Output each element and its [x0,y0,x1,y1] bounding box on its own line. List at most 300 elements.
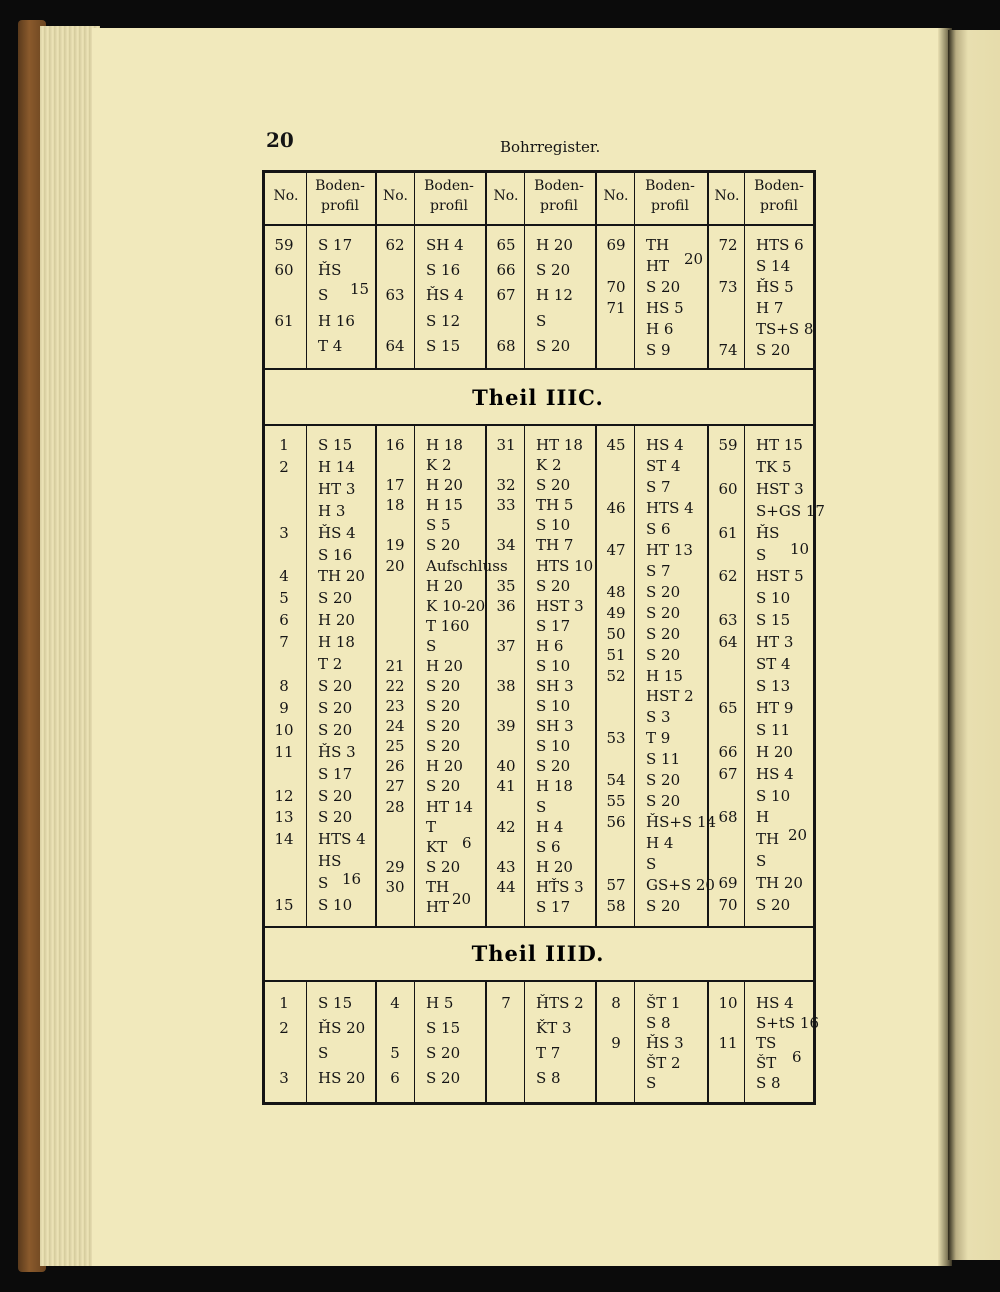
part_c-bodenprofil-entry: H 20 [426,476,463,494]
part_c-bodenprofil-entry: S 7 [646,562,671,580]
part_b-row-number: 62 [385,236,405,254]
part_d-brace-value: 6 [792,1048,802,1066]
part_d-row-number: 11 [718,1034,738,1052]
part_c-bodenprofil-entry: H [756,808,770,826]
part_c-bodenprofil-entry: H 4 [646,834,674,852]
part_d-bodenprofil-entry: ȞTS 2 [536,994,584,1012]
header-bodenprofil-line1: Boden- [315,178,365,194]
section-title: Theil IIIC. [472,385,604,410]
part-c-vline-num-3 [524,426,525,926]
part_c-bodenprofil-entry: H 14 [318,458,355,476]
rule-after-theil-iiid [262,980,814,982]
part_c-brace-value: 20 [788,826,808,844]
part_c-row-number: 51 [606,646,626,664]
part_c-row-number: 3 [279,524,289,542]
part-c-vline-num-1 [306,426,307,926]
part_c-bodenprofil-entry: S 20 [536,577,571,595]
part_c-bodenprofil-entry: S 20 [318,699,353,717]
part_d-row-number: 9 [611,1034,621,1052]
part_c-bodenprofil-entry: H 20 [426,757,463,775]
part_c-bodenprofil-entry: HT 15 [756,436,803,454]
part_c-brace-value: 6 [462,834,472,852]
part_c-bodenprofil-entry: T 9 [646,729,671,747]
part_b-bodenprofil-entry: S 20 [536,261,571,279]
part_d-bodenprofil-entry: ŠT [756,1054,777,1072]
part_b-row-number: 74 [718,341,738,359]
part_d-bodenprofil-entry: S 15 [318,994,353,1012]
part_d-bodenprofil-entry: ȞS 3 [646,1034,684,1052]
part_b-bodenprofil-entry: S 15 [426,337,461,355]
part_c-bodenprofil-entry: S [756,852,767,870]
part_c-bodenprofil-entry: S 10 [318,896,353,914]
part_c-bodenprofil-entry: S 20 [318,808,353,826]
part_c-bodenprofil-entry: ȞS [756,524,780,542]
rule-after-theil-iiic [262,424,814,426]
part_c-row-number: 48 [606,583,626,601]
part_c-bodenprofil-entry: S 7 [646,478,671,496]
part_c-row-number: 19 [385,536,405,554]
part_c-bodenprofil-entry: S 20 [646,646,681,664]
part-c-vline-num-5 [744,426,745,926]
part_b-bodenprofil-entry: S 20 [536,337,571,355]
part_c-row-number: 63 [718,611,738,629]
part_c-bodenprofil-entry: HT 3 [318,480,356,498]
part_d-row-number: 6 [390,1069,400,1087]
part_c-bodenprofil-entry: HST 3 [536,597,584,615]
part_c-row-number: 20 [385,557,405,575]
part_c-bodenprofil-entry: ȞS+S 14 [646,813,717,831]
part_c-row-number: 30 [385,878,405,896]
part_c-bodenprofil-entry: ȞS 4 [318,524,356,542]
part_c-row-number: 52 [606,667,626,685]
table-border-bottom [262,1102,816,1105]
part_c-bodenprofil-entry: ST 4 [756,655,791,673]
part_c-bodenprofil-entry: S+GS 17 [756,502,825,520]
part_c-row-number: 31 [496,436,516,454]
part_c-row-number: 26 [385,757,405,775]
part_c-bodenprofil-entry: S 20 [536,757,571,775]
part_c-row-number: 8 [279,677,289,695]
part_c-row-number: 33 [496,496,516,514]
part_c-row-number: 11 [274,743,294,761]
part_c-bodenprofil-entry: HST 5 [756,567,804,585]
part_c-row-number: 68 [718,808,738,826]
part_c-row-number: 34 [496,536,516,554]
part_d-row-number: 10 [718,994,738,1012]
part_c-bodenprofil-entry: S 6 [646,520,671,538]
part_c-row-number: 4 [279,567,289,585]
part_b-row-number: 63 [385,286,405,304]
header-and-b-vline-num-2 [414,173,415,368]
part_b-brace-value: 20 [684,250,704,268]
part_c-bodenprofil-entry: S 10 [536,657,571,675]
header-and-b-vline-num-5 [744,173,745,368]
part_c-row-number: 22 [385,677,405,695]
header-bodenprofil [414,176,484,216]
part_c-row-number: 54 [606,771,626,789]
part_c-bodenprofil-entry: H 20 [536,858,573,876]
part_c-bodenprofil-entry: K 2 [536,456,562,474]
part_b-row-number: 66 [496,261,516,279]
part_d-row-number: 2 [279,1019,289,1037]
part_b-row-number: 68 [496,337,516,355]
part_c-row-number: 61 [718,524,738,542]
part_d-bodenprofil-entry: HS 4 [756,994,794,1012]
part_c-bodenprofil-entry: S 17 [536,617,571,635]
part_c-row-number: 23 [385,697,405,715]
part_b-row-number: 65 [496,236,516,254]
part_c-bodenprofil-entry: H 18 [426,436,463,454]
part_c-bodenprofil-entry: TH [426,878,450,896]
part_c-bodenprofil-entry: SH 3 [536,717,574,735]
header-bodenprofil-line2: profil [540,198,578,214]
part_c-bodenprofil-entry: S 20 [426,737,461,755]
part_c-bodenprofil-entry: S [318,874,329,892]
part_b-bodenprofil-entry: TS+S 8 [756,320,814,338]
part_c-brace-value: 20 [452,890,472,908]
part_c-bodenprofil-entry: HT [426,898,450,916]
part_c-row-number: 69 [718,874,738,892]
part_c-row-number: 57 [606,876,626,894]
part_b-bodenprofil-entry: ȞS 4 [426,286,464,304]
part_c-bodenprofil-entry: S [426,637,437,655]
part_c-bodenprofil-entry: S 20 [426,677,461,695]
part_b-row-number: 67 [496,286,516,304]
part_c-row-number: 5 [279,589,289,607]
header-and-b-vline-num-3 [524,173,525,368]
header-bodenprofil [306,176,374,216]
part_b-bodenprofil-entry: H 16 [318,312,355,330]
part_c-bodenprofil-entry: S 6 [536,838,561,856]
part_c-row-number: 62 [718,567,738,585]
part_c-bodenprofil-entry: H 20 [756,743,793,761]
header-bodenprofil-line1: Boden- [424,178,474,194]
part_c-row-number: 2 [279,458,289,476]
part_c-row-number: 46 [606,499,626,517]
part_c-brace-value: 16 [342,870,362,888]
header-bodenprofil-line1: Boden- [534,178,584,194]
part_c-bodenprofil-entry: S 11 [756,721,791,739]
page-number: 20 [266,128,294,152]
part_c-row-number: 12 [274,787,294,805]
rule-before-theil-iiid [262,926,814,928]
part_d-bodenprofil-entry: H 5 [426,994,454,1012]
part_b-bodenprofil-entry: S [318,286,329,304]
part_c-bodenprofil-entry: S 16 [318,546,353,564]
part_d-bodenprofil-entry: S 8 [536,1069,561,1087]
part_c-row-number: 10 [274,721,294,739]
part_c-bodenprofil-entry: HT 18 [536,436,583,454]
part_c-bodenprofil-entry: SH 3 [536,677,574,695]
header-bodenprofil [524,176,594,216]
part_c-row-number: 35 [496,577,516,595]
part_c-row-number: 55 [606,792,626,810]
part_b-brace-value: 15 [350,280,370,298]
header-and-b-vline-num-4 [634,173,635,368]
part_c-bodenprofil-entry: S 20 [318,589,353,607]
part_c-bodenprofil-entry: S 13 [756,677,791,695]
part_c-row-number: 32 [496,476,516,494]
part_c-row-number: 40 [496,757,516,775]
part_c-bodenprofil-entry: S [756,546,767,564]
header-no: No. [493,188,519,204]
part_b-bodenprofil-entry: S [536,312,547,330]
part-d-vline-num-1 [306,982,307,1102]
part_c-row-number: 28 [385,798,405,816]
part_c-bodenprofil-entry: S 20 [646,604,681,622]
part_c-row-number: 67 [718,765,738,783]
part_c-row-number: 60 [718,480,738,498]
header-no: No. [273,188,299,204]
part_d-bodenprofil-entry: S 15 [426,1019,461,1037]
part_c-row-number: 21 [385,657,405,675]
part_d-bodenprofil-entry: HS 20 [318,1069,366,1087]
part_c-bodenprofil-entry: S 10 [756,589,791,607]
header-bodenprofil-line1: Boden- [754,178,804,194]
header-bodenprofil [634,176,706,216]
part_c-row-number: 45 [606,436,626,454]
part_c-row-number: 25 [385,737,405,755]
part_d-row-number: 3 [279,1069,289,1087]
part_c-row-number: 16 [385,436,405,454]
header-bodenprofil [744,176,814,216]
part_d-bodenprofil-entry: S+tS 16 [756,1014,820,1032]
part_c-bodenprofil-entry: TH [756,830,780,848]
part_d-bodenprofil-entry: ŠT 2 [646,1054,681,1072]
part_c-row-number: 70 [718,896,738,914]
part_b-row-number: 72 [718,236,738,254]
part_c-row-number: 56 [606,813,626,831]
part_c-row-number: 53 [606,729,626,747]
part_d-bodenprofil-entry: S 20 [426,1044,461,1062]
part_c-bodenprofil-entry: TH 20 [318,567,365,585]
part_c-row-number: 14 [274,830,294,848]
part_c-bodenprofil-entry: GS+S 20 [646,876,715,894]
header-bodenprofil-line2: profil [430,198,468,214]
part_c-bodenprofil-entry: Aufschluss [426,557,508,575]
part_b-bodenprofil-entry: HS 5 [646,299,684,317]
part_c-row-number: 66 [718,743,738,761]
part_b-bodenprofil-entry: T 4 [318,337,343,355]
part_c-row-number: 36 [496,597,516,615]
part_c-row-number: 58 [606,897,626,915]
part_c-row-number: 41 [496,777,516,795]
part_c-row-number: 50 [606,625,626,643]
part_c-row-number: 1 [279,436,289,454]
part_c-bodenprofil-entry: S 20 [756,896,791,914]
header-bodenprofil-line2: profil [651,198,689,214]
part_c-bodenprofil-entry: S 20 [426,697,461,715]
part_c-bodenprofil-entry: S 20 [536,476,571,494]
part_c-row-number: 9 [279,699,289,717]
part_c-row-number: 29 [385,858,405,876]
part_c-bodenprofil-entry: S 20 [318,677,353,695]
part_b-bodenprofil-entry: ȞS 5 [756,278,794,296]
header-no: No. [714,188,740,204]
part_c-bodenprofil-entry: H 18 [536,777,573,795]
part_c-row-number: 7 [279,633,289,651]
part_d-bodenprofil-entry: S [646,1074,657,1092]
part_c-bodenprofil-entry: K 2 [426,456,452,474]
part_c-bodenprofil-entry: T 2 [318,655,343,673]
part_c-bodenprofil-entry: S 15 [756,611,791,629]
part_c-row-number: 27 [385,777,405,795]
part_b-bodenprofil-entry: HTS 6 [756,236,804,254]
part_c-row-number: 24 [385,717,405,735]
part_c-bodenprofil-entry: HST 3 [756,480,804,498]
part_c-bodenprofil-entry: H 20 [426,657,463,675]
part_b-bodenprofil-entry: S 9 [646,341,671,359]
part_d-bodenprofil-entry: ŠT 1 [646,994,681,1012]
header-no: No. [383,188,408,204]
part_c-bodenprofil-entry: HS [318,852,342,870]
table-border-top [262,170,816,173]
part_c-bodenprofil-entry: TH 5 [536,496,574,514]
part_c-bodenprofil-entry: S 10 [756,787,791,805]
part_c-brace-value: 10 [790,540,810,558]
part_c-bodenprofil-entry: HT 13 [646,541,693,559]
part_c-bodenprofil-entry: S 20 [318,721,353,739]
part_b-bodenprofil-entry: H 12 [536,286,573,304]
part_c-bodenprofil-entry: H 20 [426,577,463,595]
part_d-row-number: 5 [390,1044,400,1062]
part_c-bodenprofil-entry: KT [426,838,448,856]
header-rule [262,224,814,226]
part_c-bodenprofil-entry: H 3 [318,502,346,520]
part_c-row-number: 65 [718,699,738,717]
part_c-bodenprofil-entry: T [426,818,437,836]
part_c-bodenprofil-entry: S 17 [536,898,571,916]
part_b-row-number: 64 [385,337,405,355]
part_c-bodenprofil-entry: S 20 [646,771,681,789]
part_c-bodenprofil-entry: H 18 [318,633,355,651]
header-bodenprofil-line1: Boden- [645,178,695,194]
part_b-row-number: 70 [606,278,626,296]
part_c-bodenprofil-entry: HT 14 [426,798,473,816]
part_c-bodenprofil-entry: HT 3 [756,633,794,651]
part_c-bodenprofil-entry: S 20 [646,897,681,915]
part_c-row-number: 44 [496,878,516,896]
part_c-bodenprofil-entry: S 20 [426,777,461,795]
part_b-bodenprofil-entry: S 20 [646,278,681,296]
part_c-row-number: 42 [496,818,516,836]
part_c-bodenprofil-entry: HST 2 [646,687,694,705]
part_c-row-number: 43 [496,858,516,876]
part_c-bodenprofil-entry: K 10-20 [426,597,486,615]
header-no: No. [603,188,629,204]
part-c-vline-num-4 [634,426,635,926]
part_c-bodenprofil-entry: TH 20 [756,874,803,892]
part_c-row-number: 59 [718,436,738,454]
part_c-bodenprofil-entry: HS 4 [646,436,684,454]
part_b-bodenprofil-entry: TH [646,236,670,254]
part_b-row-number: 71 [606,299,626,317]
page-edges [40,26,100,1266]
part_c-bodenprofil-entry: HŤS 3 [536,878,584,896]
part_c-bodenprofil-entry: S 10 [536,697,571,715]
part_b-bodenprofil-entry: H 20 [536,236,573,254]
part_c-row-number: 13 [274,808,294,826]
part_c-row-number: 39 [496,717,516,735]
part_d-row-number: 7 [501,994,511,1012]
part_d-bodenprofil-entry: S 8 [646,1014,671,1032]
section-title: Theil IIID. [471,941,605,966]
part_b-bodenprofil-entry: S 17 [318,236,353,254]
part_c-bodenprofil-entry: S 20 [426,858,461,876]
part_c-bodenprofil-entry: HTS 4 [646,499,694,517]
part_c-bodenprofil-entry: S 20 [426,717,461,735]
part-d-vline-num-4 [634,982,635,1102]
part_c-bodenprofil-entry: T 160 [426,617,470,635]
part_d-bodenprofil-entry: ȞS 20 [318,1019,366,1037]
part_d-bodenprofil-entry: S [318,1044,329,1062]
part_b-bodenprofil-entry: H 6 [646,320,674,338]
part_c-bodenprofil-entry: S 10 [536,737,571,755]
part_d-row-number: 8 [611,994,621,1012]
part_c-bodenprofil-entry: S [536,798,547,816]
header-and-b-vline-num-1 [306,173,307,368]
part-c-vline-num-2 [414,426,415,926]
part-d-vline-num-2 [414,982,415,1102]
part_c-bodenprofil-entry: S 20 [426,536,461,554]
part_c-row-number: 18 [385,496,405,514]
part_c-row-number: 38 [496,677,516,695]
part-d-vline-num-3 [524,982,525,1102]
header-bodenprofil-line2: profil [760,198,798,214]
part_c-bodenprofil-entry: HT 9 [756,699,794,717]
part_d-bodenprofil-entry: T 7 [536,1044,561,1062]
part_b-bodenprofil-entry: HT [646,257,670,275]
part_c-bodenprofil-entry: S 15 [318,436,353,454]
part_c-row-number: 6 [279,611,289,629]
part_c-bodenprofil-entry: S 11 [646,750,681,768]
part_d-bodenprofil-entry: TS [756,1034,777,1052]
part_b-bodenprofil-entry: S 16 [426,261,461,279]
part_c-bodenprofil-entry: H 4 [536,818,564,836]
part_c-row-number: 47 [606,541,626,559]
part_b-row-number: 59 [274,236,294,254]
part_c-row-number: 17 [385,476,405,494]
part_c-bodenprofil-entry: H 20 [318,611,355,629]
part_d-bodenprofil-entry: ǨT 3 [536,1019,572,1037]
part_b-row-number: 69 [606,236,626,254]
part_c-bodenprofil-entry: H 6 [536,637,564,655]
part_b-bodenprofil-entry: H 7 [756,299,784,317]
part_c-row-number: 15 [274,896,294,914]
part_c-bodenprofil-entry: TH 7 [536,536,574,554]
rule-before-theil-iiic [262,368,814,370]
part_c-row-number: 37 [496,637,516,655]
part_b-bodenprofil-entry: S 12 [426,312,461,330]
part_c-bodenprofil-entry: S 10 [536,516,571,534]
part_b-row-number: 61 [274,312,294,330]
part_b-row-number: 60 [274,261,294,279]
part_c-bodenprofil-entry: S 3 [646,708,671,726]
part_c-bodenprofil-entry: ȞS 3 [318,743,356,761]
part_c-bodenprofil-entry: H 15 [426,496,463,514]
part_b-bodenprofil-entry: ȞS [318,261,342,279]
part_c-bodenprofil-entry: S [646,855,657,873]
part_c-bodenprofil-entry: S 20 [646,625,681,643]
part_d-bodenprofil-entry: S 8 [756,1074,781,1092]
part_d-row-number: 4 [390,994,400,1012]
part_b-bodenprofil-entry: S 20 [756,341,791,359]
part_c-bodenprofil-entry: S 17 [318,765,353,783]
part_d-row-number: 1 [279,994,289,1012]
part_b-row-number: 73 [718,278,738,296]
part_c-bodenprofil-entry: S 20 [318,787,353,805]
part_c-bodenprofil-entry: TK 5 [756,458,792,476]
